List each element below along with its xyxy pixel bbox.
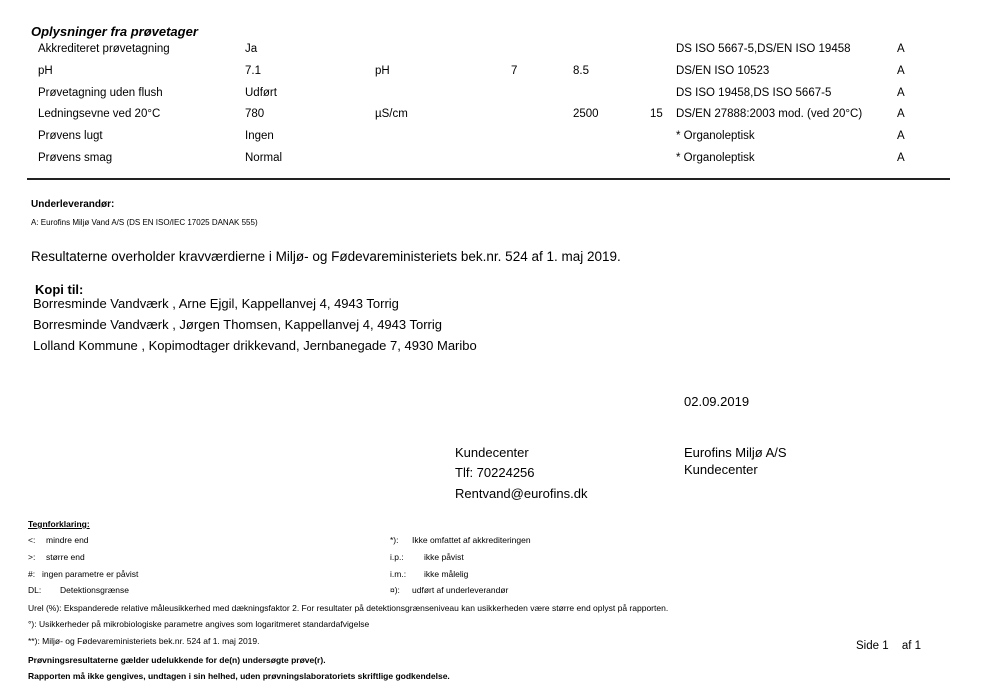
footnote-micro: °): Usikkerheder på mikrobiologiske parametre angives som logaritmeret standardafvigelse (28, 619, 370, 629)
page-indicator (856, 640, 921, 652)
legend-item (28, 535, 89, 545)
param-accreditation: A (897, 87, 905, 99)
contact-phone[interactable]: Tlf: 70224256 (455, 465, 535, 480)
legend-item (390, 552, 464, 562)
section-divider (27, 178, 950, 180)
param-name: Prøvens smag (38, 152, 113, 164)
page-label: Side (856, 640, 880, 652)
legend-symbol: DL: (28, 585, 42, 595)
result-row (0, 87, 984, 107)
param-max-limit: 2500 (573, 108, 599, 120)
subcontractor-line: A: Eurofins Miljø Vand A/S (DS EN ISO/IEC 17025 DANAK 555) (31, 218, 258, 227)
param-value: Ingen (245, 130, 274, 142)
param-method: * Organoleptisk (676, 152, 755, 164)
reproduction-note: Rapporten må ikke gengives, undtagen i sin helhed, uden prøvningslaboratoriets skriftlige godkendelse. (28, 671, 450, 681)
legend-symbol: i.m.: (390, 569, 407, 579)
param-name: Prøvens lugt (38, 130, 103, 142)
param-method: DS ISO 5667-5,DS/EN ISO 19458 (676, 43, 851, 55)
copy-recipient: Borresminde Vandværk , Arne Ejgil, Kappellanvej 4, 4943 Torrig (33, 296, 399, 311)
result-row (0, 65, 984, 85)
param-value: Udført (245, 87, 277, 99)
legend-symbol: <: (28, 535, 36, 545)
param-method: DS/EN 27888:2003 mod. (ved 20°C) (676, 108, 863, 120)
subcontractor-title: Underleverandør: (31, 199, 115, 210)
param-method: DS ISO 19458,DS ISO 5667-5 (676, 87, 832, 99)
legend-text: mindre end (46, 535, 89, 545)
footnote-urel: Urel (%): Ekspanderede relative måleusikkerhed med dækningsfaktor 2. For resultater på detektionsgrænseniveau kan usikkerheden være større end oplyst på rapporten. (28, 603, 669, 613)
param-accreditation: A (897, 43, 905, 55)
legend-symbol: >: (28, 552, 36, 562)
param-accreditation: A (897, 152, 905, 164)
param-accreditation: A (897, 65, 905, 77)
company-name: Eurofins Miljø A/S (684, 445, 787, 460)
footnote-regulation: **): Miljø- og Fødevareministeriets bek.nr. 524 af 1. maj 2019. (28, 636, 260, 646)
param-unit: µS/cm (375, 108, 408, 120)
legend-text: Detektionsgrænse (60, 585, 129, 595)
page-of-label: af (901, 640, 912, 652)
compliance-statement: Resultaterne overholder kravværdierne i Miljø- og Fødevareministeriets bek.nr. 524 af 1. maj 2019. (31, 249, 621, 264)
contact-email-link[interactable]: Rentvand@eurofins.dk (455, 486, 588, 501)
copy-recipient: Lolland Kommune , Kopimodtager drikkevand, Jernbanegade 7, 4930 Maribo (33, 338, 477, 353)
param-max-limit: 8.5 (573, 65, 589, 77)
param-value: 780 (245, 108, 265, 120)
param-min-limit: 7 (511, 65, 518, 77)
legend-item (390, 585, 508, 595)
company-dept: Kundecenter (684, 462, 758, 477)
legend-item (28, 569, 138, 579)
param-value: 7.1 (245, 65, 261, 77)
param-accreditation: A (897, 130, 905, 142)
legend-symbol: ¤): (390, 585, 400, 595)
contact-kundecenter: Kundecenter (455, 445, 529, 460)
legend-text: større end (46, 552, 85, 562)
param-unit: pH (375, 65, 390, 77)
legend-text: ikke påvist (424, 552, 464, 562)
validity-note: Prøvningsresultaterne gælder udelukkende for de(n) undersøgte prøve(r). (28, 655, 326, 665)
param-accreditation: A (897, 108, 905, 120)
page-current: 1 (882, 640, 889, 652)
param-name: Akkrediteret prøvetagning (38, 43, 170, 55)
result-row (0, 108, 984, 128)
legend-text: udført af underleverandør (412, 585, 509, 595)
param-method: * Organoleptisk (676, 130, 755, 142)
legend-item (390, 569, 468, 579)
param-name: Prøvetagning uden flush (38, 87, 163, 99)
legend-text: ikke målelig (424, 569, 469, 579)
copy-to-title: Kopi til: (35, 282, 84, 297)
param-value: Normal (245, 152, 283, 164)
legend-item (28, 552, 85, 562)
result-row (0, 130, 984, 150)
param-name: Ledningsevne ved 20°C (38, 108, 161, 120)
param-value: Ja (245, 43, 258, 55)
legend-symbol: #: (28, 569, 36, 579)
param-method: DS/EN ISO 10523 (676, 65, 770, 77)
legend-text: ingen parametre er påvist (42, 569, 139, 579)
result-row (0, 43, 984, 63)
result-row (0, 152, 984, 172)
legend-text: Ikke omfattet af akkrediteringen (412, 535, 531, 545)
param-uncertainty: 15 (650, 108, 663, 120)
legend-symbol: *): (390, 535, 399, 545)
copy-recipient: Borresminde Vandværk , Jørgen Thomsen, Kappellanvej 4, 4943 Torrig (33, 317, 442, 332)
legend-symbol: i.p.: (390, 552, 404, 562)
legend-item (28, 585, 129, 595)
section-title: Oplysninger fra prøvetager (31, 24, 198, 39)
report-date: 02.09.2019 (684, 394, 750, 409)
param-name: pH (38, 65, 53, 77)
page-total: 1 (914, 640, 922, 652)
legend-item (390, 535, 531, 545)
legend-title: Tegnforklaring: (28, 519, 90, 529)
